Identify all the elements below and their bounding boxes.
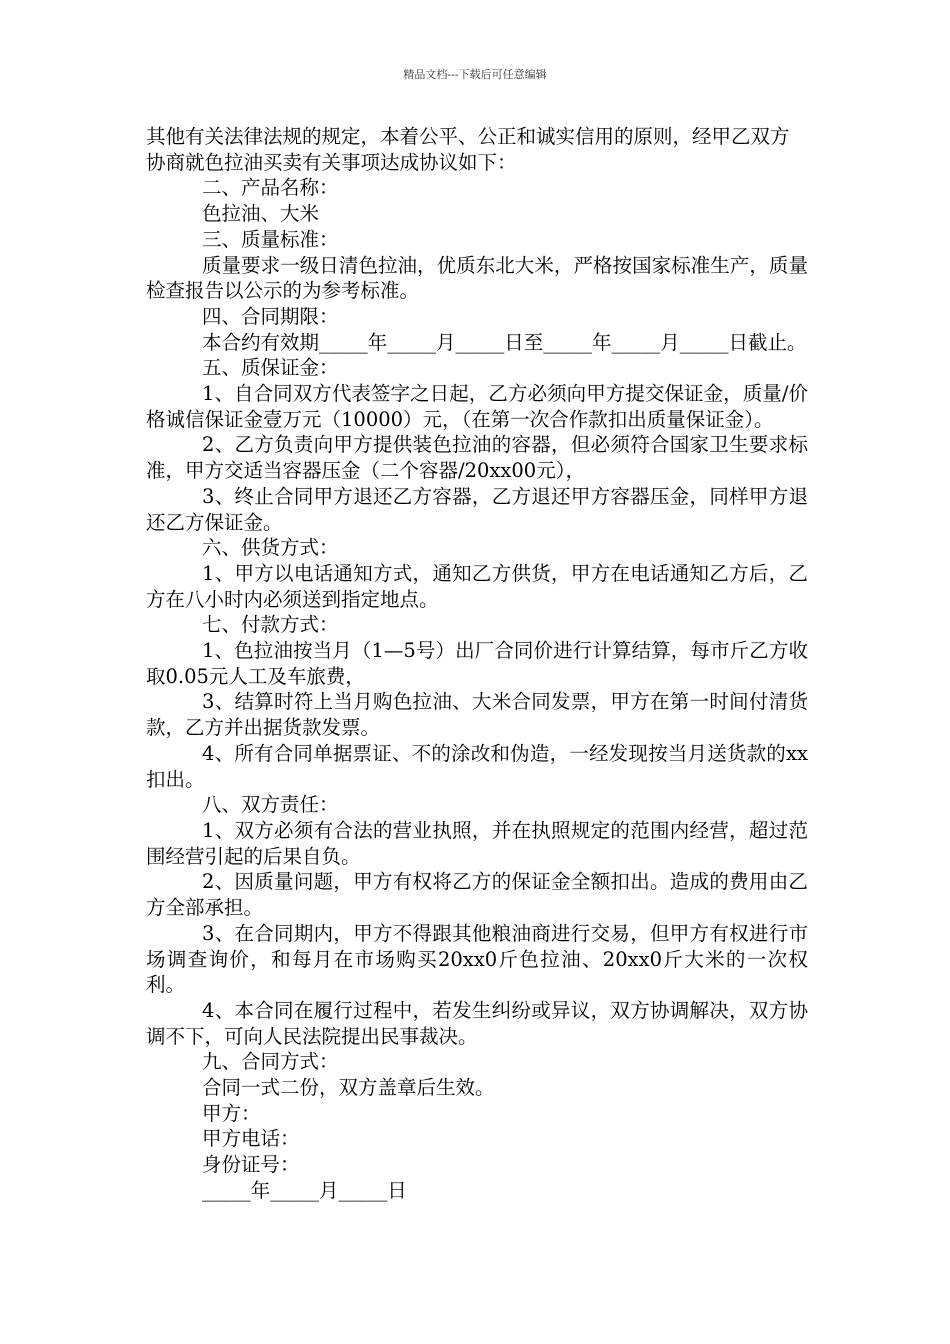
deposit-clause-3: 3、终止合同甲方退还乙方容器，乙方退还甲方容器压金，同样甲方退还乙方保证金。: [146, 484, 808, 534]
responsibility-clause-3: 3、在合同期内，甲方不得跟其他粮油商进行交易，但甲方有权进行市场调查询价，和每月在市场购买20xx0斤色拉油、20xx0斤大米的一次权利。: [146, 921, 808, 997]
contract-form-text: 合同一式二份，双方盖章后生效。: [202, 1076, 495, 1100]
page-header: 精品文档---下载后可任意编辑: [403, 68, 547, 81]
responsibility-clause-4: 4、本合同在履行过程中，若发生纠纷或异议，双方协调解决，双方协调不下，可向人民法院提出民事裁决。: [146, 998, 808, 1048]
section-heading-deposit: 五、质保证金：: [202, 356, 339, 380]
payment-clause-3: 3、结算时符上当月购色拉油、大米合同发票，甲方在第一时间付清货款，乙方并出据货款发票。: [146, 690, 808, 740]
signature-date-line: _____年_____月_____日: [202, 1178, 407, 1202]
section-heading-payment: 七、付款方式：: [202, 613, 339, 637]
responsibility-clause-2: 2、因质量问题，甲方有权将乙方的保证金全额扣出。造成的费用由乙方全部承担。: [146, 870, 808, 920]
section-heading-supply: 六、供货方式：: [202, 536, 339, 560]
section-heading-term: 四、合同期限：: [202, 304, 339, 328]
section-heading-responsibilities: 八、双方责任：: [202, 793, 339, 817]
deposit-clause-2: 2、乙方负责向甲方提供装色拉油的容器，但必须符合国家卫生要求标准，甲方交适当容器压金（二个容器/20xx00元），: [146, 433, 808, 483]
payment-clause-1: 1、色拉油按当月（1—5号）出厂合同价进行计算结算，每市斤乙方收取0.05元人工及车旅费，: [146, 639, 808, 688]
party-a-phone-label: 甲方电话：: [202, 1127, 300, 1151]
section-heading-quality: 三、质量标准：: [202, 227, 339, 251]
id-number-label: 身份证号：: [202, 1153, 300, 1177]
product-name-text: 色拉油、大米: [202, 202, 320, 226]
term-paragraph: 本合约有效期_____年_____月_____日至_____年_____月_____日截止。: [202, 330, 807, 354]
deposit-clause-1: 1、自合同双方代表签字之日起，乙方必须向甲方提交保证金，质量/价格诚信保证金壹万元（10000）元，（在第一次合作款扣出质量保证金）。: [146, 382, 808, 431]
section-heading-product-name: 二、产品名称：: [202, 176, 339, 200]
document-body: [146, 124, 808, 1204]
responsibility-clause-1: 1、双方必须有合法的营业执照，并在执照规定的范围内经营，超过范围经营引起的后果自负。: [146, 818, 808, 868]
payment-clause-4: 4、所有合同单据票证、不的涂改和伪造，一经发现按当月送货款的xx扣出。: [146, 741, 808, 791]
party-a-label: 甲方：: [202, 1101, 261, 1125]
supply-clause-1: 1、甲方以电话通知方式，通知乙方供货，甲方在电话通知乙方后，乙方在八小时内必须送到指定地点。: [146, 561, 808, 611]
intro-paragraph: 其他有关法律法规的规定，本着公平、公正和诚实信用的原则，经甲乙双方协商就色拉油买卖有关事项达成协议如下：: [146, 125, 790, 174]
quality-paragraph: 质量要求一级日清色拉油，优质东北大米，严格按国家标准生产，质量检查报告以公示的为参考标准。: [146, 253, 808, 303]
section-heading-contract-form: 九、合同方式：: [202, 1050, 339, 1074]
